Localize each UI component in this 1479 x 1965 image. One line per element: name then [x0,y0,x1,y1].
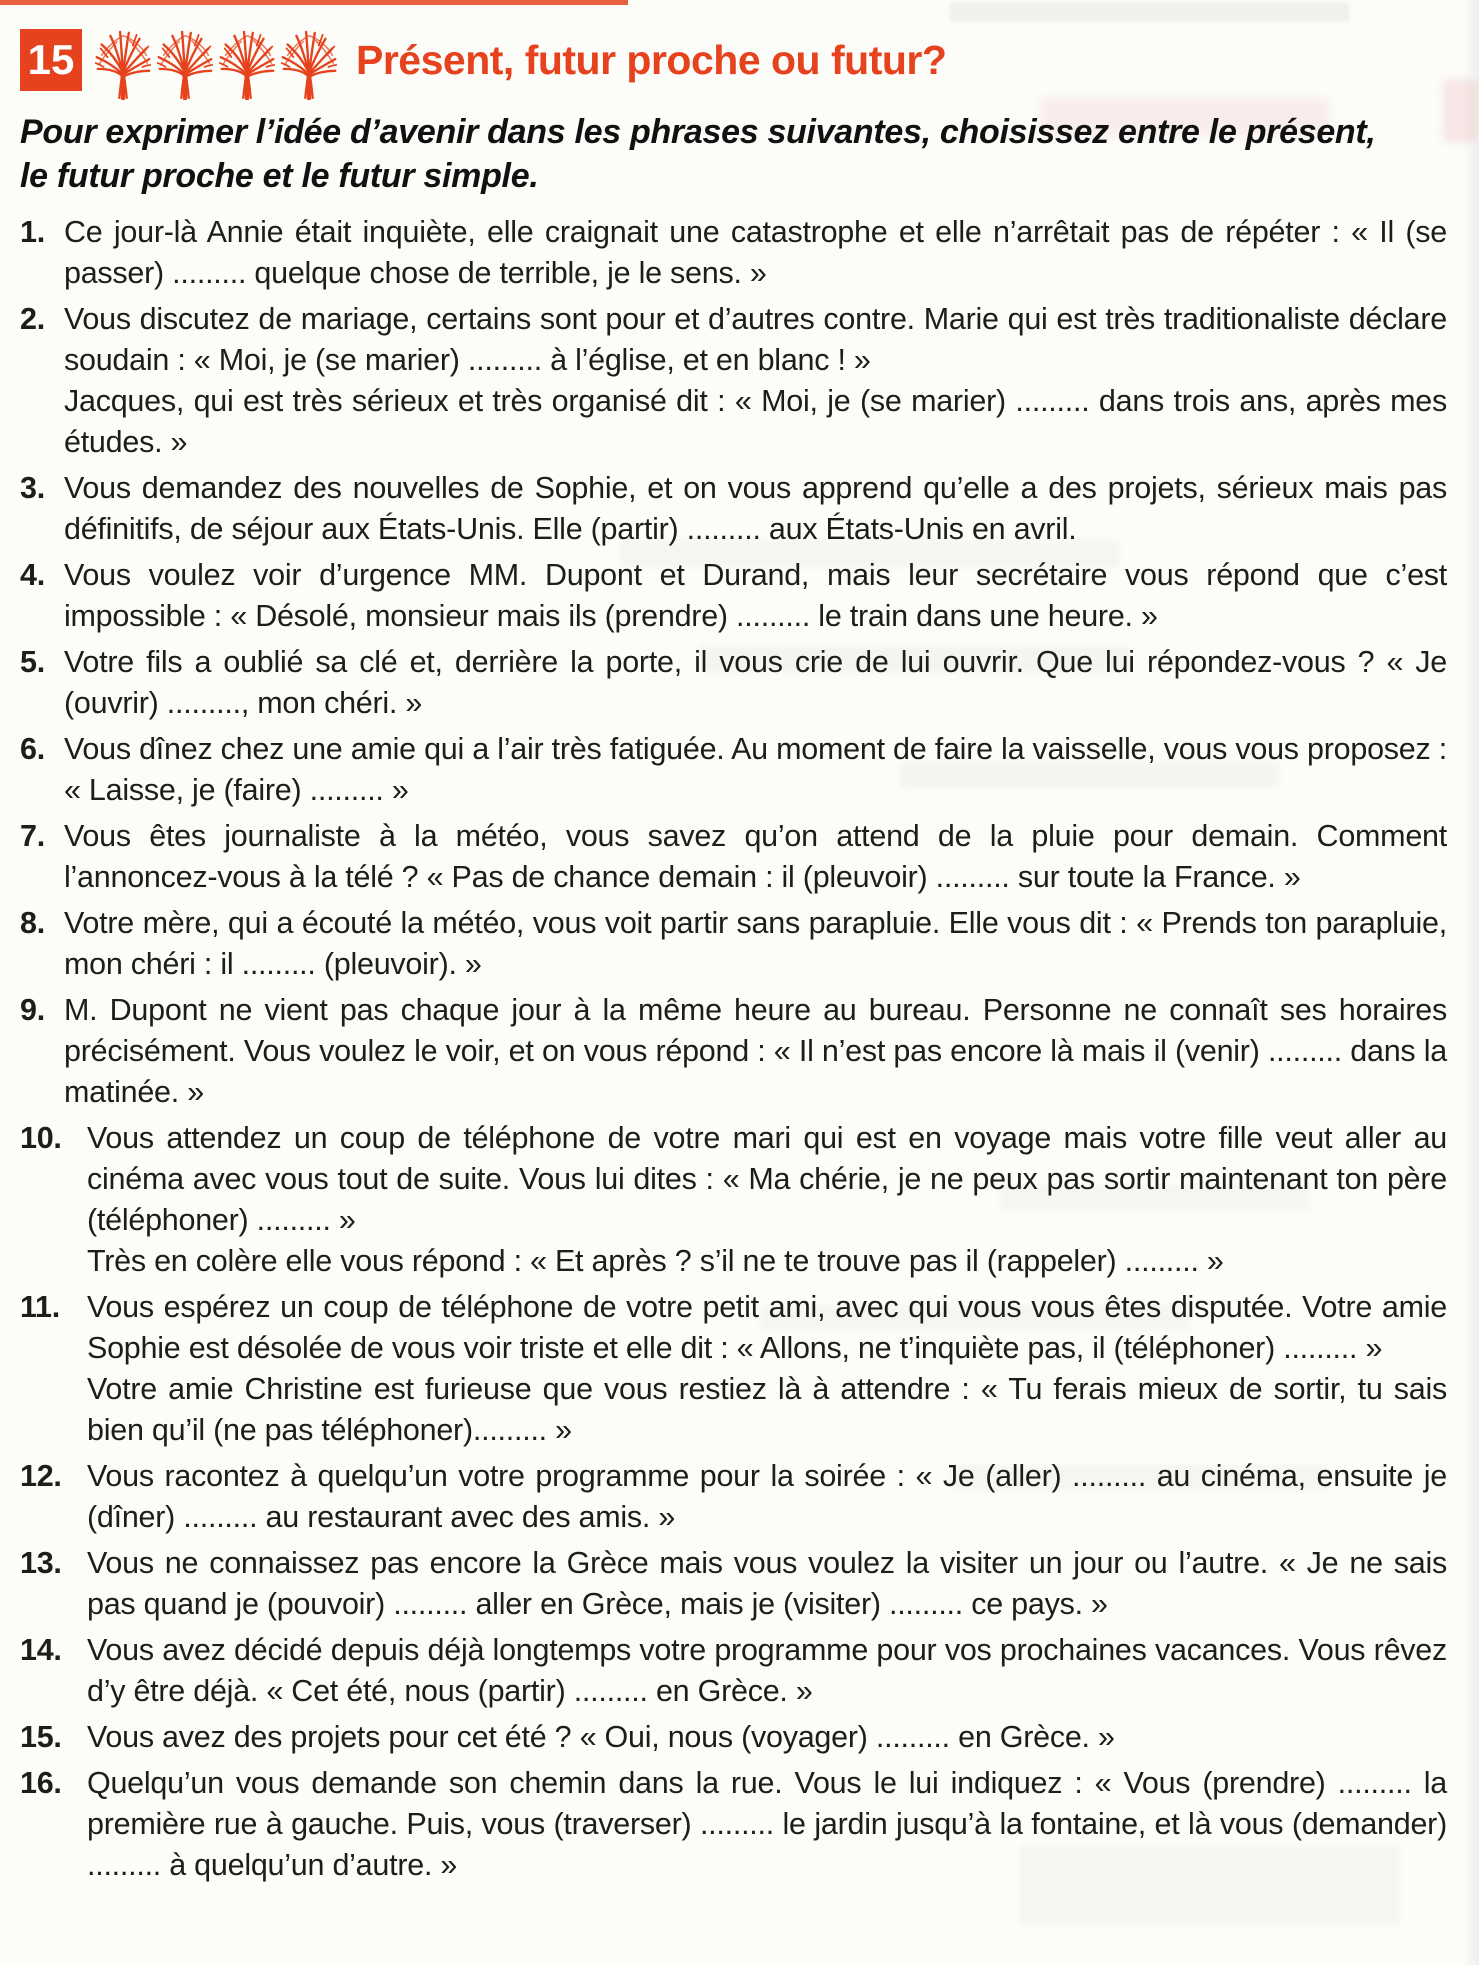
exercise-item [20,212,1447,294]
item-text [64,990,1447,1113]
bleed-through-text [950,2,1350,22]
exercise-item [20,990,1447,1113]
item-number: 7. [20,819,45,854]
item-paragraph: Vous attendez un coup de téléphone de votre mari qui est en voyage mais votre fille veut aller au cinéma avec vous tout de suite. Vous lui dites : « Ma chérie, je ne peux pas sortir maintenant ton père (téléphoner) ......... » [87,1121,1447,1238]
tree-icon [216,28,278,100]
exercise-item [20,1763,1447,1886]
exercise-item [20,1543,1447,1625]
item-paragraph: M. Dupont ne vient pas chaque jour à la même heure au bureau. Personne ne connaît ses horaires précisément. Vous voulez le voir, et on vous répond : « Il n’est pas encore là mais il (venir) ......... dans la matinée. » [64,993,1447,1110]
item-text [64,299,1447,463]
exercise-item [20,729,1447,811]
exercise-item [20,468,1447,550]
exercise-header [20,26,1447,94]
item-paragraph: Vous avez des projets pour cet été ? « Oui, nous (voyager) ......... en Grèce. » [87,1720,1115,1755]
item-number: 15. [20,1720,62,1755]
item-paragraph: Vous dînez chez une amie qui a l’air très fatiguée. Au moment de faire la vaisselle, vous vous proposez : « Laisse, je (faire) ......... » [64,732,1447,808]
item-number: 1. [20,215,45,250]
item-paragraph: Vous racontez à quelqu’un votre programme pour la soirée : « Je (aller) ......... au cinéma, ensuite je (dîner) ......... au restaurant avec des amis. » [87,1459,1447,1535]
item-number: 12. [20,1459,62,1494]
item-paragraph: Vous espérez un coup de téléphone de votre petit ami, avec qui vous vous êtes disputée. Votre amie Sophie est désolée de vous voir triste et elle dit : « Allons, ne t’inquiète pas, il (téléphoner) ......... » [87,1290,1447,1366]
item-paragraph: Votre fils a oublié sa clé et, derrière la porte, il vous crie de lui ouvrir. Que lui répondez-vous ? « Je (ouvrir) ........., mon chéri. » [64,645,1447,721]
tree-icon [92,28,154,100]
page-edge-shadow [1463,0,1479,1965]
exercise-item [20,1118,1447,1282]
item-text [87,1118,1447,1282]
item-paragraph: Votre mère, qui a écouté la météo, vous voit partir sans parapluie. Elle vous dit : « Prends ton parapluie, mon chéri : il ......... (pleuvoir). » [64,906,1447,982]
item-number: 5. [20,645,45,680]
exercise-title: Présent, futur proche ou futur? [356,36,947,83]
exercise-item [20,903,1447,985]
item-paragraph: Jacques, qui est très sérieux et très organisé dit : « Moi, je (se marier) ......... dans trois ans, après mes études. » [64,384,1447,460]
tree-icon [154,28,216,100]
exercise-item [20,1287,1447,1451]
item-paragraph: Votre amie Christine est furieuse que vous restiez là à attendre : « Tu ferais mieux de sortir, tu sais bien qu’il (ne pas téléphoner)......... » [87,1372,1447,1448]
exercise-list [20,212,1447,1886]
exercise-item [20,1456,1447,1538]
item-paragraph: Très en colère elle vous répond : « Et après ? s’il ne te trouve pas il (rappeler) ......... » [87,1244,1224,1279]
exercise-item [20,1717,1447,1758]
item-text [64,729,1447,811]
exercise-item [20,299,1447,463]
page-edge-red-line [0,0,628,5]
item-number: 3. [20,471,45,506]
exercise-instruction: Pour exprimer l’idée d’avenir dans les phrases suivantes, choisissez entre le présent, le futur proche et le futur simple. [20,113,1376,196]
item-number: 10. [20,1121,62,1156]
item-text [64,903,1447,985]
item-text [87,1717,1447,1758]
item-number: 2. [20,302,45,337]
item-number: 6. [20,732,45,767]
item-paragraph: Vous avez décidé depuis déjà longtemps votre programme pour vos prochaines vacances. Vous rêvez d’y être déjà. « Cet été, nous (partir) ......... en Grèce. » [87,1633,1447,1709]
item-text [64,642,1447,724]
item-text [64,468,1447,550]
exercise-number-badge: 15 [20,29,82,91]
item-text [87,1630,1447,1712]
item-text [64,555,1447,637]
item-number: 14. [20,1633,62,1668]
item-paragraph: Vous voulez voir d’urgence MM. Dupont et Durand, mais leur secrétaire vous répond que c’est impossible : « Désolé, monsieur mais ils (prendre) ......... le train dans une heure. » [64,558,1447,634]
item-paragraph: Vous demandez des nouvelles de Sophie, et on vous apprend qu’elle a des projets, sérieux mais pas définitifs, de séjour aux États-Unis. Elle (partir) ......... aux États-Unis en avril. [64,471,1447,547]
exercise-item [20,816,1447,898]
item-number: 13. [20,1546,62,1581]
exercise-item [20,642,1447,724]
item-paragraph: Ce jour-là Annie était inquiète, elle craignait une catastrophe et elle n’arrêtait pas de répéter : « Il (se passer) ......... quelque chose de terrible, je le sens. » [64,215,1447,291]
tree-icon [278,28,340,100]
item-paragraph: Quelqu’un vous demande son chemin dans la rue. Vous le lui indiquez : « Vous (prendre) ......... la première rue à gauche. Puis, vous (traverser) ......... le jardin jusqu’à la fontaine, et là vous (demander) ......... à quelqu’un d’autre. » [87,1766,1447,1883]
item-paragraph: Vous êtes journaliste à la météo, vous savez qu’on attend de la pluie pour demain. Comment l’annoncez-vous à la télé ? « Pas de chance demain : il (pleuvoir) ......... sur toute la France. » [64,819,1447,895]
item-text [64,816,1447,898]
difficulty-icons [92,28,340,92]
item-paragraph: Vous ne connaissez pas encore la Grèce mais vous voulez la visiter un jour ou l’autre. « Je ne sais pas quand je (pouvoir) ......... aller en Grèce, mais je (visiter) ......... ce pays. » [87,1546,1447,1622]
item-text [87,1287,1447,1451]
item-number: 11. [20,1290,60,1325]
item-number: 4. [20,558,45,593]
item-text [87,1543,1447,1625]
item-number: 9. [20,993,45,1028]
item-text [64,212,1447,294]
exercise-item [20,555,1447,637]
item-number: 16. [20,1766,62,1801]
item-paragraph: Vous discutez de mariage, certains sont pour et d’autres contre. Marie qui est très traditionaliste déclare soudain : « Moi, je (se marier) ......... à l’église, et en blanc ! » [64,302,1447,378]
item-number: 8. [20,906,45,941]
item-text [87,1456,1447,1538]
exercise-item [20,1630,1447,1712]
item-text [87,1763,1447,1886]
exercise-block [20,26,1447,1891]
